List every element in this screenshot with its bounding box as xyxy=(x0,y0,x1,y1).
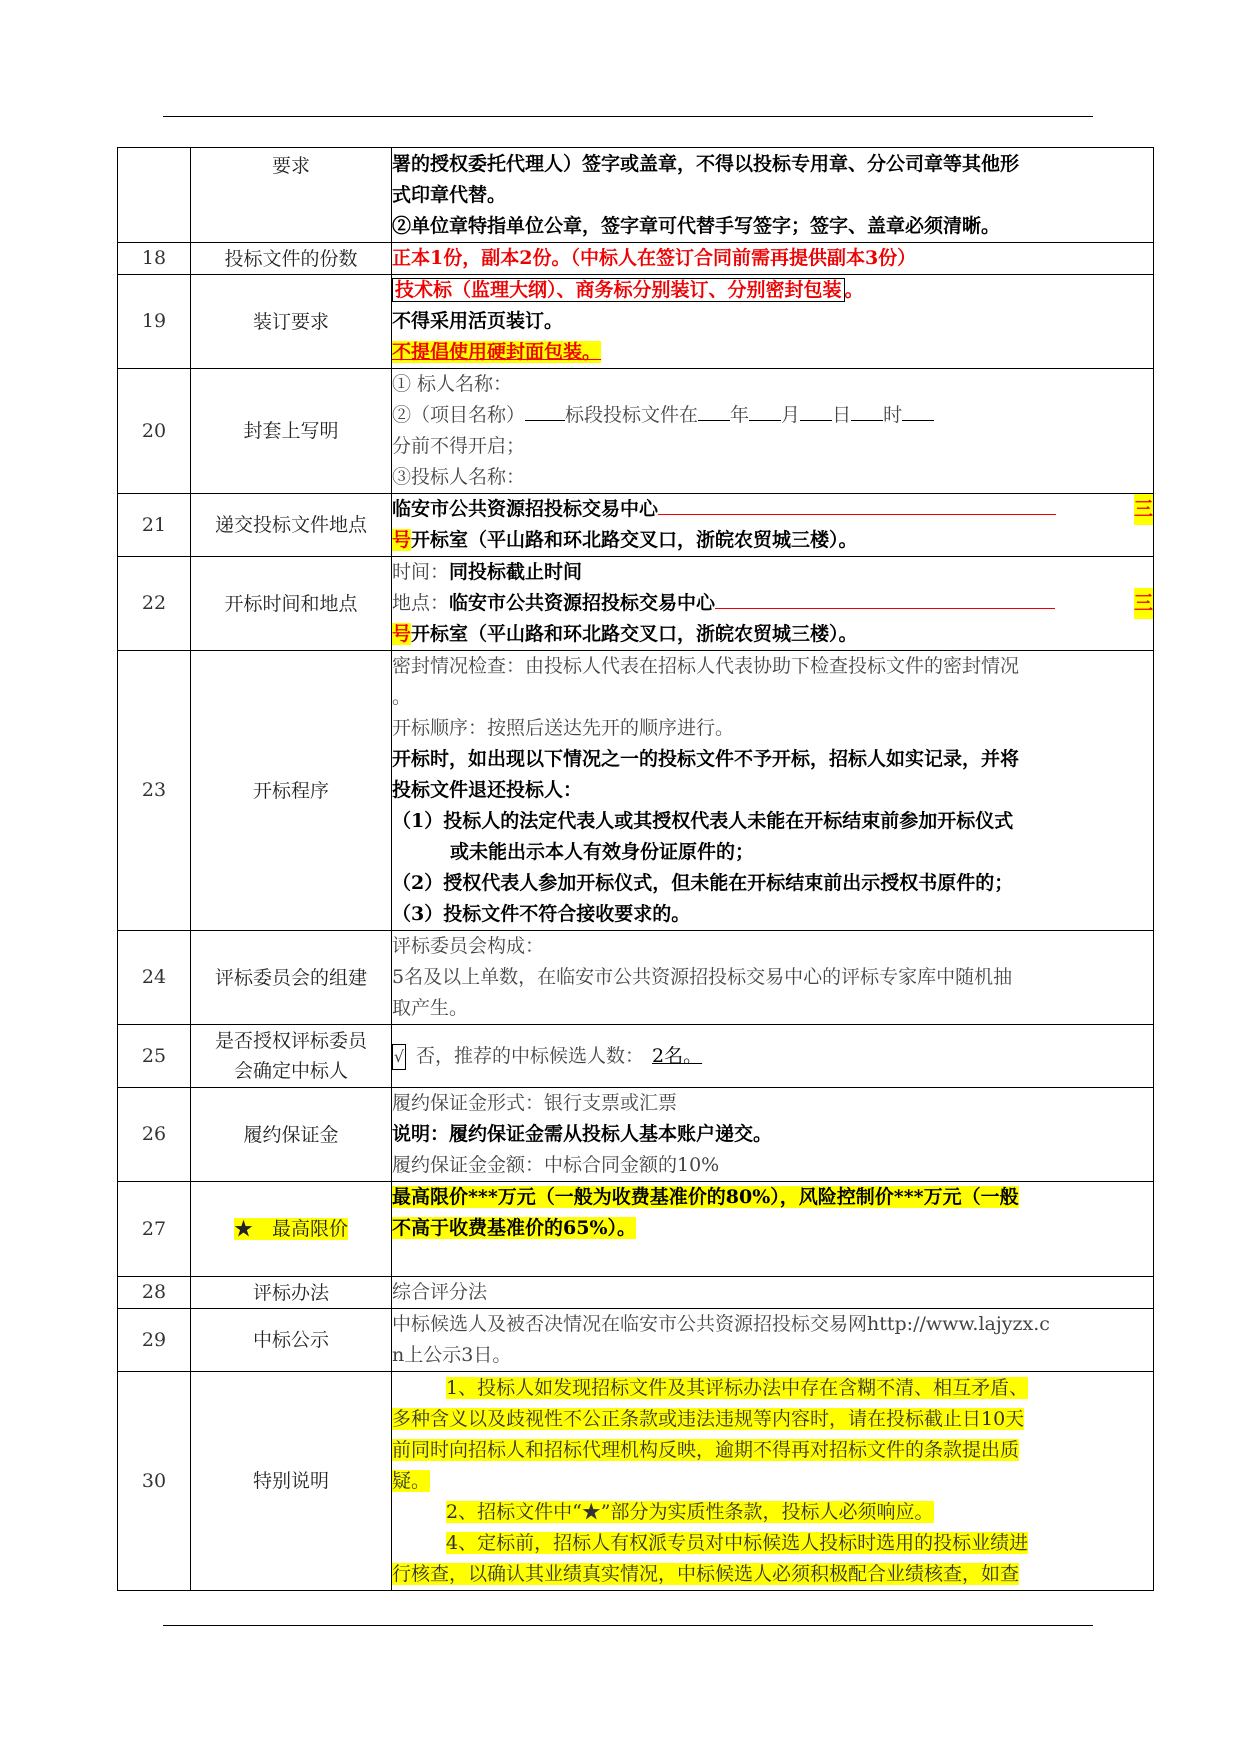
fill-blank xyxy=(749,400,781,421)
fill-blank xyxy=(525,400,565,421)
table-row-27 xyxy=(118,1182,1154,1277)
row-number-cell: 25 xyxy=(118,1025,191,1088)
row-number-cell: 21 xyxy=(118,494,191,557)
content-text: 临安市公共资源招投标交易中心 xyxy=(392,498,659,520)
table-row-18 xyxy=(118,243,1154,275)
content-text: 日 xyxy=(832,404,852,426)
content-line: （3）投标文件不符合接收要求的。 xyxy=(392,903,691,925)
row-content-cell xyxy=(392,148,1154,243)
highlighted-text: 号 xyxy=(392,529,412,551)
row-name-cell: 评标委员会的组建 xyxy=(191,931,392,1025)
row-content-cell xyxy=(392,275,1154,369)
row-content-cell xyxy=(392,1182,1154,1277)
row-number-cell: 29 xyxy=(118,1309,191,1372)
content-line: 中标候选人及被否决情况在临安市公共资源招投标交易网http://www.lajyzx.c xyxy=(392,1313,1050,1335)
highlighted-text: 前同时向招标人和招标代理机构反映，逾期不得再对招标文件的条款提出质 xyxy=(392,1438,1020,1461)
content-line: ③投标人名称： xyxy=(392,466,526,488)
row-name-line: 会确定中标人 xyxy=(233,1060,348,1082)
content-text: 同投标截止时间 xyxy=(449,561,583,583)
content-text: 开标室（平山路和环北路交叉口，浙皖农贸城三楼）。 xyxy=(411,529,858,551)
content-line: 履约保证金金额：中标合同金额的10% xyxy=(392,1154,720,1176)
fill-blank xyxy=(698,400,730,421)
row-number-cell: 27 xyxy=(118,1182,191,1277)
content-line: ① 标人名称： xyxy=(392,373,513,395)
content-line: 不得采用活页装订。 xyxy=(392,310,564,332)
table-row-22 xyxy=(118,557,1154,651)
row-number-cell: 28 xyxy=(118,1277,191,1309)
highlighted-text: 2、招标文件中“★”部分为实质性条款，投标人必须响应。 xyxy=(446,1500,934,1523)
row-content-cell xyxy=(392,651,1154,931)
copies-text: 正本1份，副本2份。（中标人在签订合同前需再提供副本3份） xyxy=(392,243,1154,275)
row-name-cell: 特别说明 xyxy=(191,1372,392,1591)
row-name-cell xyxy=(191,1025,392,1088)
content-line: ②单位章特指单位公章，签字章可代替手写签字；签字、盖章必须清晰。 xyxy=(392,214,1001,237)
underline-blank xyxy=(715,608,1055,609)
row-content-cell xyxy=(392,1372,1154,1591)
footer-rule xyxy=(163,1625,1093,1626)
checkbox-checked: √ xyxy=(392,1044,406,1070)
row-number-cell xyxy=(118,148,191,243)
table-row-24 xyxy=(118,931,1154,1025)
row-name-cell xyxy=(191,1182,392,1277)
row-name-cell: 封套上写明 xyxy=(191,369,392,494)
header-rule xyxy=(163,116,1093,117)
content-line: 5名及以上单数，在临安市公共资源招投标交易中心的评标专家库中随机抽 xyxy=(392,966,1013,988)
content-line: 评标委员会构成： xyxy=(392,935,545,957)
row-number-cell: 30 xyxy=(118,1372,191,1591)
underline-blank xyxy=(658,514,1056,515)
row-name-cell: 开标时间和地点 xyxy=(191,557,392,651)
content-line: 取产生。 xyxy=(392,997,469,1019)
table-row-20 xyxy=(118,369,1154,494)
fill-blank xyxy=(800,400,832,421)
row-number-cell: 26 xyxy=(118,1088,191,1182)
table-row-26 xyxy=(118,1088,1154,1182)
evaluation-method-text: 综合评分法 xyxy=(392,1277,1154,1309)
content-text: 开标室（平山路和环北路交叉口，浙皖农贸城三楼）。 xyxy=(411,623,858,645)
content-line: 开标时，如出现以下情况之一的投标文件不予开标，招标人如实记录，并将 xyxy=(392,748,1020,770)
row-number-cell: 20 xyxy=(118,369,191,494)
row-name-line: 是否授权评标委员 xyxy=(214,1030,367,1052)
table-row-21 xyxy=(118,494,1154,557)
row-name-cell: 递交投标文件地点 xyxy=(191,494,392,557)
row-name-cell: 装订要求 xyxy=(191,275,392,369)
fill-blank xyxy=(902,400,934,421)
highlighted-text: 疑。 xyxy=(392,1469,431,1492)
content-line: 或未能出示本人有效身份证原件的； xyxy=(450,841,755,863)
highlighted-text: 行核查，以确认其业绩真实情况，中标候选人必须积极配合业绩核查，如查 xyxy=(392,1562,1020,1585)
content-text: 否，推荐的中标候选人数： xyxy=(416,1044,645,1067)
fill-blank xyxy=(851,400,883,421)
table-row-28 xyxy=(118,1277,1154,1309)
highlighted-text: 不高于收费基准价的65%）。 xyxy=(392,1217,636,1239)
highlighted-text: 4、定标前，招标人有权派专员对中标候选人投标时选用的投标业绩进 xyxy=(446,1531,1029,1554)
content-text: 临安市公共资源招投标交易中心 xyxy=(449,592,716,614)
highlighted-text: 三 xyxy=(1134,588,1153,619)
table-row-23 xyxy=(118,651,1154,931)
content-line: n上公示3日。 xyxy=(392,1344,512,1366)
highlighted-text: 多种含义以及歧视性不公正条款或违法违规等内容时，请在投标截止日10天 xyxy=(392,1407,1025,1430)
row-name-cell: 评标办法 xyxy=(191,1277,392,1309)
row-content-cell xyxy=(392,557,1154,651)
content-line: 式印章代替。 xyxy=(392,183,507,206)
content-text: 时 xyxy=(883,404,903,426)
binding-boxed-text: 技术标（监理大纲）、商务标分别装订、分别密封包装 xyxy=(392,278,845,302)
content-line: 密封情况检查：由投标人代表在招标人代表协助下检查投标文件的密封情况 xyxy=(392,655,1020,677)
content-line: （1）投标人的法定代表人或其授权代表人未能在开标结束前参加开标仪式 xyxy=(392,810,1014,832)
content-text: ②（项目名称） xyxy=(392,404,526,426)
content-text: 地点： xyxy=(392,592,450,614)
highlighted-text: 号 xyxy=(392,623,412,645)
content-line: 投标文件退还投标人： xyxy=(392,779,583,801)
table-row-25 xyxy=(118,1025,1154,1088)
row-name-cell: 中标公示 xyxy=(191,1309,392,1372)
highlighted-text: 1、投标人如发现招标文件及其评标办法中存在含糊不清、相互矛盾、 xyxy=(446,1376,1029,1399)
row-number-cell: 19 xyxy=(118,275,191,369)
content-text: 月 xyxy=(781,404,801,426)
row-name-cell: 履约保证金 xyxy=(191,1088,392,1182)
content-line: （2）授权代表人参加开标仪式，但未能在开标结束前出示授权书原件的； xyxy=(392,872,1014,894)
content-line: 分前不得开启； xyxy=(392,435,526,457)
content-line: 署的授权委托代理人）签字或盖章，不得以投标专用章、分公司章等其他形 xyxy=(392,152,1020,175)
row-content-cell xyxy=(392,369,1154,494)
row-number-cell: 23 xyxy=(118,651,191,931)
content-text: 。 xyxy=(844,279,864,301)
content-text: 时间： xyxy=(392,561,450,583)
row-content-cell xyxy=(392,1309,1154,1372)
content-text: 标段投标文件在 xyxy=(565,404,699,426)
highlighted-text: 不提倡使用硬封面包装。 xyxy=(392,341,602,363)
row-name-cell: 开标程序 xyxy=(191,651,392,931)
row-number-cell: 24 xyxy=(118,931,191,1025)
row-number-cell: 18 xyxy=(118,243,191,275)
row-number-cell: 22 xyxy=(118,557,191,651)
bid-data-table xyxy=(117,147,1154,1591)
row-content-cell xyxy=(392,1088,1154,1182)
content-line: 履约保证金形式：银行支票或汇票 xyxy=(392,1092,678,1114)
row-content-cell xyxy=(392,1025,1154,1088)
content-text: 年 xyxy=(730,404,750,426)
max-price-label: ★ 最高限价 xyxy=(233,1218,348,1240)
table-row-19 xyxy=(118,275,1154,369)
row-content-cell xyxy=(392,494,1154,557)
table-row-29 xyxy=(118,1309,1154,1372)
content-line: 开标顺序：按照后送达先开的顺序进行。 xyxy=(392,717,735,739)
candidate-count-value: 2名。 xyxy=(652,1044,703,1067)
table-row-17 xyxy=(118,148,1154,243)
content-line: 说明：履约保证金需从投标人基本账户递交。 xyxy=(392,1123,773,1145)
highlighted-text: 最高限价***万元（一般为收费基准价的80%），风险控制价***万元（一般 xyxy=(392,1186,1019,1208)
highlighted-text: 三 xyxy=(1134,494,1153,525)
row-name-cell: 要求 xyxy=(191,148,392,243)
table-row-30 xyxy=(118,1372,1154,1591)
row-content-cell xyxy=(392,931,1154,1025)
content-line: 。 xyxy=(392,686,412,708)
row-name-cell: 投标文件的份数 xyxy=(191,243,392,275)
